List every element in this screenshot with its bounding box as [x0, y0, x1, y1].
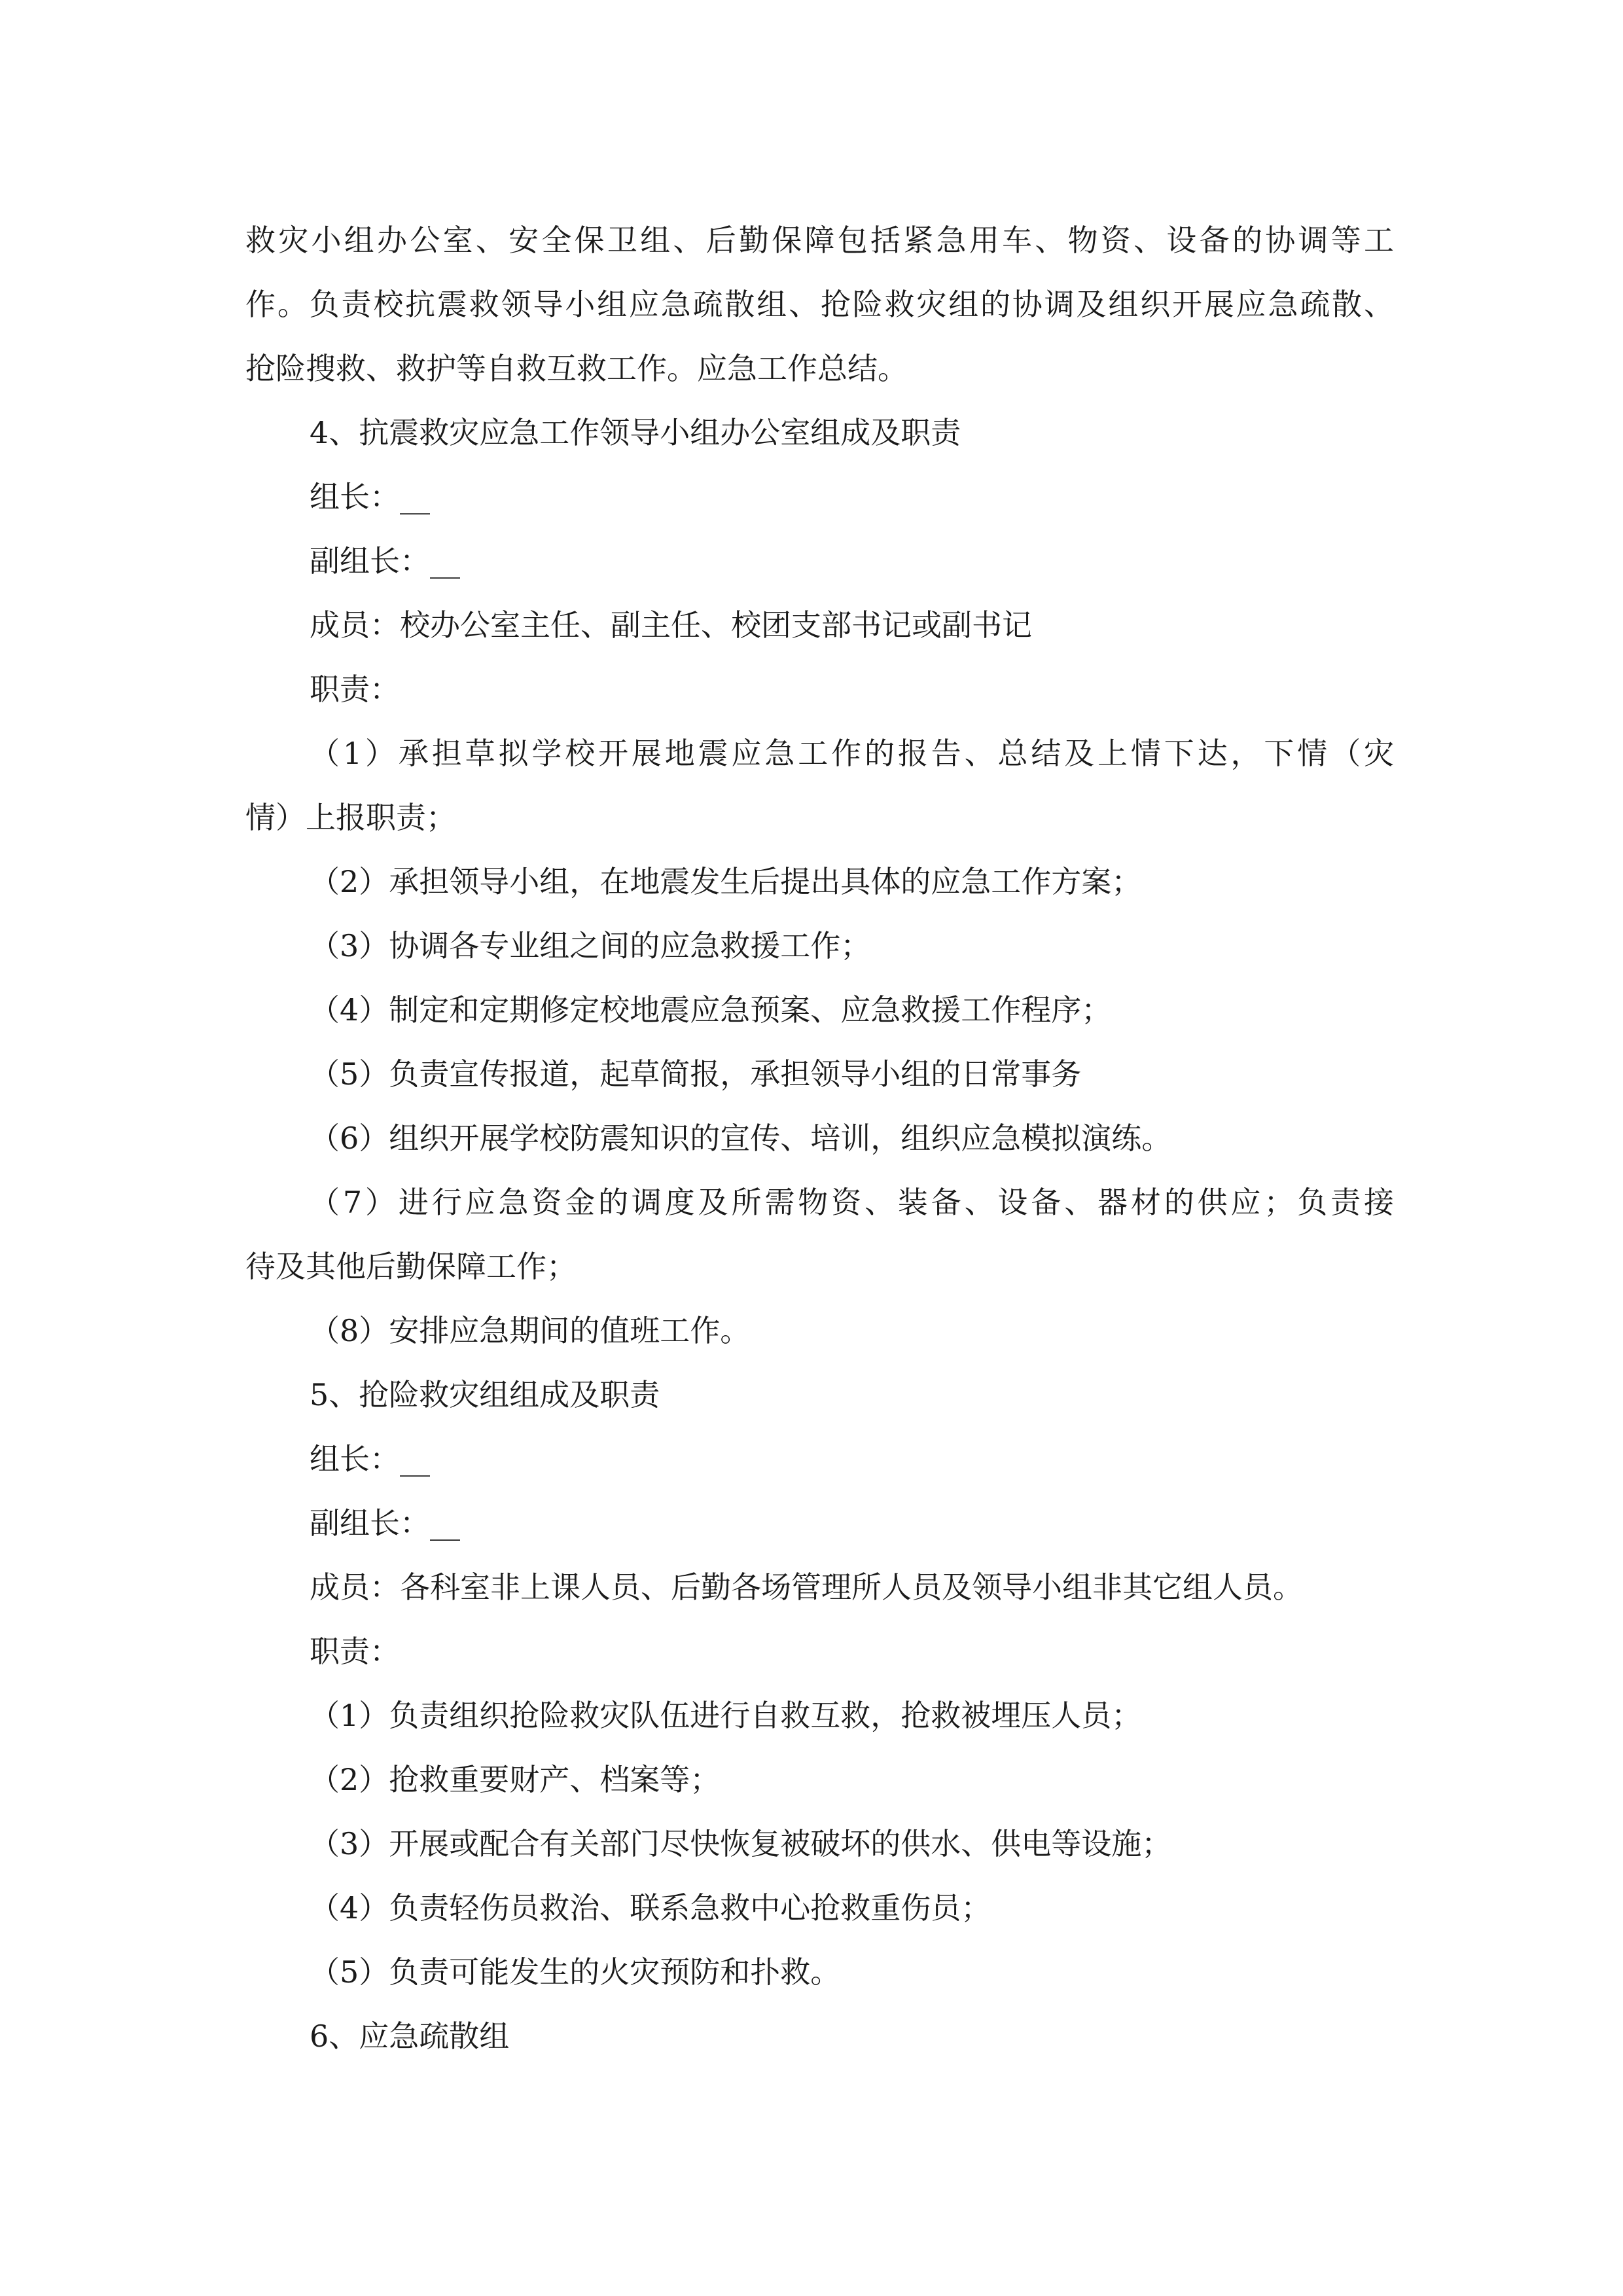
body-line: 作。负责校抗震救领导小组应急疏散组、抢险救灾组的协调及组织开展应急疏散、	[245, 287, 1394, 322]
duty-item: （1）承担草拟学校开展地震应急工作的报告、总结及上情下达，下情（灾	[310, 736, 1394, 771]
duty-item: （8）安排应急期间的值班工作。	[310, 1313, 751, 1348]
group-members: 成员：校办公室主任、副主任、校团支部书记或副书记	[310, 607, 1032, 643]
duty-item: （4）负责轻伤员救治、联系急救中心抢救重伤员；	[310, 1890, 991, 1926]
group-members: 成员：各科室非上课人员、后勤各场管理所人员及领导小组非其它组人员。	[310, 1570, 1303, 1605]
group-leader: 组长：__	[310, 1441, 430, 1477]
duty-item: （1）负责组织抢险救灾队伍进行自救互救，抢救被埋压人员；	[310, 1698, 1142, 1733]
body-line: 抢险搜救、救护等自救互救工作。应急工作总结。	[245, 351, 908, 386]
document-body	[245, 208, 1394, 2068]
duty-item: （2）抢救重要财产、档案等；	[310, 1762, 721, 1797]
duty-item-continuation: 待及其他后勤保障工作；	[245, 1249, 577, 1284]
duty-item: （7）进行应急资金的调度及所需物资、装备、设备、器材的供应；负责接	[310, 1185, 1394, 1220]
section-heading: 5、抢险救灾组组成及职责	[310, 1377, 660, 1412]
group-leader: 组长：__	[310, 479, 430, 514]
duty-item: （3）协调各专业组之间的应急救援工作；	[310, 928, 871, 963]
duty-item: （2）承担领导小组，在地震发生后提出具体的应急工作方案；	[310, 864, 1142, 899]
duty-item: （6）组织开展学校防震知识的宣传、培训，组织应急模拟演练。	[310, 1121, 1172, 1156]
section-heading: 6、应急疏散组	[310, 2018, 510, 2054]
duty-item-continuation: 情）上报职责；	[245, 800, 456, 835]
duties-label: 职责：	[310, 672, 400, 707]
duty-item: （3）开展或配合有关部门尽快恢复被破坏的供水、供电等设施；	[310, 1826, 1172, 1861]
group-deputy-leader: 副组长：__	[310, 543, 460, 579]
group-deputy-leader: 副组长：__	[310, 1505, 460, 1541]
duties-label: 职责：	[310, 1634, 400, 1669]
body-line: 救灾小组办公室、安全保卫组、后勤保障包括紧急用车、物资、设备的协调等工	[245, 223, 1394, 258]
duty-item: （5）负责宣传报道，起草简报，承担领导小组的日常事务	[310, 1056, 1082, 1092]
section-heading: 4、抗震救灾应急工作领导小组办公室组成及职责	[310, 415, 961, 450]
duty-item: （5）负责可能发生的火灾预防和扑救。	[310, 1954, 841, 1990]
duty-item: （4）制定和定期修定校地震应急预案、应急救援工作程序；	[310, 992, 1112, 1028]
